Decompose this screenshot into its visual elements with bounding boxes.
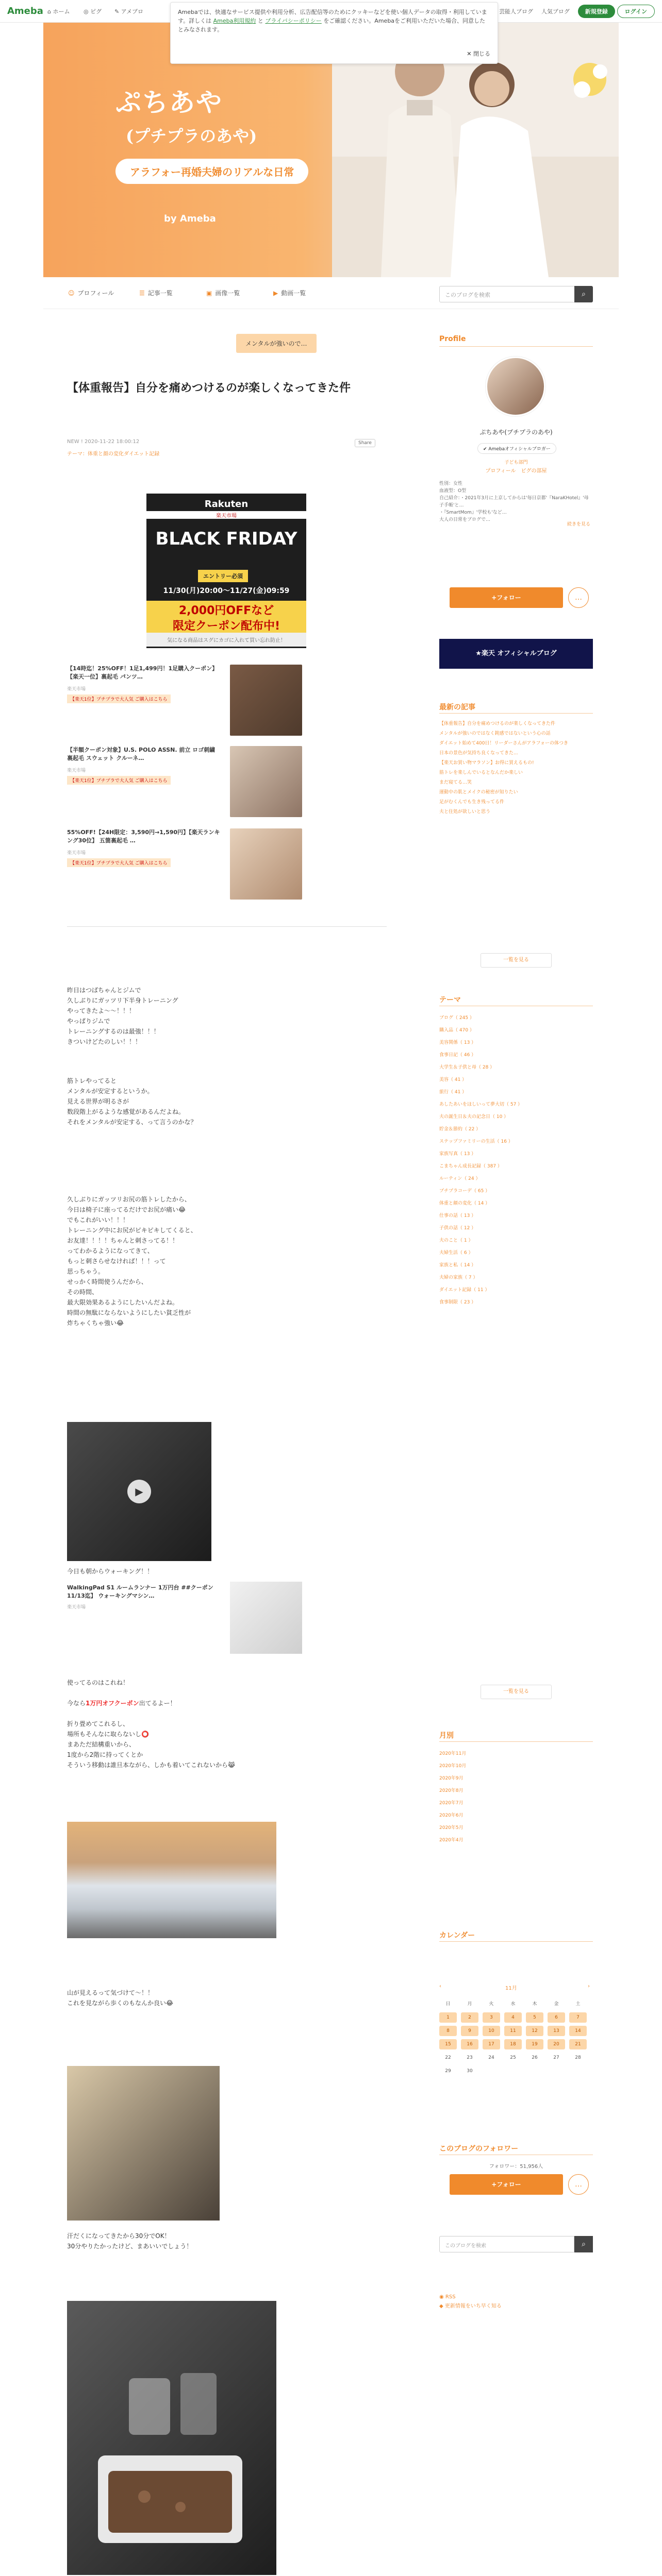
ellipsis-icon: … (575, 594, 582, 602)
profile-links[interactable]: プロフィール ピグの部屋 (485, 468, 547, 474)
close-icon: ✕ (467, 50, 473, 57)
product-image[interactable] (230, 828, 302, 900)
sidebar-search-button[interactable] (574, 2236, 593, 2252)
list-icon: ☰ (139, 290, 145, 297)
product-tag[interactable]: 【楽天1位】プチプラで大人気 ご購入はこちら (67, 694, 171, 703)
profile-name[interactable]: ぷちあや(プチプラのあや) (479, 429, 553, 436)
recent-item[interactable]: 【楽天お買い物マラソン】お得に買えるもの! (439, 760, 534, 766)
theme-item[interactable]: 購入品（ 470 ） (439, 1028, 474, 1033)
theme-item[interactable]: 家族写真（ 13 ） (439, 1151, 476, 1157)
calendar-weekday: 月 (467, 2002, 472, 2007)
calendar-weekday: 土 (575, 2002, 581, 2007)
calendar-month: 11月 (505, 1986, 517, 1991)
product-card[interactable] (67, 1584, 304, 1625)
follower-heading: このブログのフォロワー (439, 2145, 519, 2153)
coupon-highlight: 1万円オフクーポン (86, 1700, 139, 1707)
recent-item[interactable]: 【体重報告】自分を痛めつけるのが楽しくなってきた件 (439, 721, 556, 726)
month-item[interactable]: 2020年10月 (439, 1764, 467, 1769)
rss-info-link[interactable]: ◆ 更新情報をいち早く知る (439, 2303, 502, 2309)
check-icon: ✔ (483, 447, 489, 452)
theme-item[interactable]: 美容関係（ 13 ） (439, 1040, 476, 1045)
promo-brand: Rakuten (204, 499, 249, 510)
theme-banner[interactable]: メンタルが強いので… (236, 334, 317, 353)
divider (439, 346, 593, 347)
calendar-day[interactable]: 4 (504, 2012, 522, 2023)
product-shop: 楽天市場 (67, 851, 86, 856)
topbar-right (499, 5, 655, 18)
theme-item[interactable]: 食事制限（ 23 ） (439, 1300, 476, 1305)
recent-item[interactable]: ダイエット始めて400日！リーダーさんがアラフォーの体つき (439, 741, 569, 746)
product-image[interactable] (230, 1582, 302, 1654)
calendar-day[interactable]: 8 (439, 2026, 457, 2036)
month-item[interactable]: 2020年11月 (439, 1751, 467, 1756)
calendar-weekday: 火 (489, 2002, 494, 2007)
calendar-weekday: 水 (510, 2002, 516, 2007)
notice-close-button[interactable]: ✕ 閉じる (467, 50, 490, 57)
calendar-day: 22 (445, 2055, 451, 2060)
month-item[interactable]: 2020年4月 (439, 1838, 464, 1843)
follow-button[interactable]: +フォロー (450, 587, 563, 608)
profile-heading: Profile (439, 335, 466, 343)
article-paragraph: 汗だくになってきたから30分でOK！ 30分やりたかったけど、まあいいでしょう！ (67, 2232, 193, 2250)
calendar-day[interactable]: 16 (461, 2039, 478, 2049)
recent-list (439, 719, 593, 817)
calendar-day[interactable]: 9 (461, 2026, 478, 2036)
theme-more-button[interactable]: 一覧を見る (481, 1685, 552, 1699)
rakuten-promo-banner[interactable] (146, 494, 306, 648)
recent-item[interactable]: 足がむくんでも生き残ってる件 (439, 800, 505, 805)
product-tag[interactable]: 【楽天1位】プチプラで大人気 ご購入はこちら (67, 858, 171, 867)
calendar-day[interactable]: 15 (439, 2039, 457, 2049)
article-theme-link[interactable]: テーマ：体重と顔の変化ダイエット記録 (67, 451, 160, 457)
more-options-button[interactable] (568, 587, 589, 608)
theme-item[interactable]: ブログ（ 245 ） (439, 1015, 474, 1021)
divider (439, 1941, 593, 1942)
pig-icon: ◎ (84, 8, 89, 15)
calendar-day: 28 (575, 2055, 581, 2060)
calendar-day: 26 (532, 2055, 538, 2060)
divider (439, 713, 593, 714)
product-shop: 楽天市場 (67, 768, 86, 773)
calendar-weekday: 木 (532, 2002, 537, 2007)
calendar-day: 27 (553, 2055, 559, 2060)
food-illustration (67, 2301, 276, 2575)
rss-block (439, 2293, 502, 2311)
promo-offer: 2,000円OFFなど 限定クーポン配布中! (146, 601, 306, 637)
nav-profile[interactable]: ☺ プロフィール (68, 290, 114, 297)
theme-item[interactable]: 貯金＆節約（ 22 ） (439, 1127, 481, 1132)
blog-search-button[interactable] (574, 286, 593, 302)
product-title[interactable]: 【14時迄！25%OFF！1足1,499円！1足購入クーポン】【楽天一位】裏起毛 パンツ… (67, 665, 218, 680)
calendar-day: 30 (467, 2069, 473, 2074)
product-shop: 楽天市場 (67, 1605, 86, 1610)
month-item[interactable]: 2020年9月 (439, 1776, 464, 1781)
recent-item[interactable]: メンタルが強いのではなく鈍感ではないという心の話 (439, 731, 551, 736)
article-paragraph: 久しぶりにガッツリお尻の筋トレしたから、 今日は椅子に座ってるだけでお尻が痛い😂 でもこれがいい！！！ トレーニング中にお尻がピキピキしてくると、 お友達！！！！ちゃんと刺さってる！！ ってわかるようになってきて、 もっと刺さらせなければ！！！って 思っちゃう。 せっかく時間使うんだから、 その時間、 最大限効果あるようにしたいんだよね。 時間の無駄にならないようにしたい貧乏性が 炸ちゃくちゃ強い😂 (67, 1196, 197, 1327)
promo-subbrand: 楽天市場 (146, 511, 306, 519)
nav-pigg-link[interactable]: ◎ ピグ (84, 8, 102, 15)
theme-item[interactable]: あしたあいをほしいって夢大切（ 57 ） (439, 1102, 523, 1107)
theme-item[interactable]: ルーティン（ 24 ） (439, 1176, 481, 1181)
calendar-day[interactable]: 5 (526, 2012, 543, 2023)
product-image[interactable] (230, 665, 302, 736)
rss-icon: ◉ (439, 2294, 445, 2300)
calendar-next[interactable] (588, 1984, 590, 1989)
calendar-day[interactable]: 2 (461, 2012, 478, 2023)
share-button[interactable]: Share (355, 439, 375, 447)
article-paragraph: 昨日はつばちゃんとジムで 久しぶりにガッツリ下半身トレーニング やってきたよ〜〜！！！ やっぱりジムで トレーニングするのは最強！！！ きついけどたのしい！！！ (67, 987, 178, 1045)
article-date: NEW ! 2020-11-22 18:00:12 (67, 439, 140, 445)
nav-images[interactable]: ▣ 画像一覧 (206, 290, 240, 297)
bell-icon: ◆ (439, 2303, 445, 2309)
theme-item[interactable]: ステップファミリーの生活（ 16 ） (439, 1139, 513, 1144)
product-title[interactable]: WalkingPad S1 ルームランナー 1万円台 ##クーポン11/13迄】 ウォーキングマシン… (67, 1584, 213, 1599)
theme-item[interactable]: プチプラコーデ（ 65 ） (439, 1189, 490, 1194)
calendar-day: 25 (510, 2055, 516, 2060)
theme-item[interactable]: 夫のこと（ 1 ） (439, 1238, 473, 1243)
theme-item[interactable]: 子供の話（ 12 ） (439, 1226, 476, 1231)
sidebar-search-input[interactable]: このブログを検索 (439, 2236, 574, 2252)
follower-count: フォロワー：51,956人 (489, 2164, 543, 2170)
sidebar-ad[interactable]: ★楽天 オフィシャルブログ (439, 639, 593, 669)
promo-dates: 11/30(月)20:00〜11/27(金)09:59 (163, 587, 290, 595)
calendar-day[interactable]: 14 (569, 2026, 587, 2036)
recent-item[interactable]: 日本の景色が気持ち良くなってきた... (439, 751, 518, 756)
theme-item[interactable]: 仕事の話（ 13 ） (439, 1213, 476, 1218)
more-options-button[interactable] (568, 2174, 589, 2195)
theme-item[interactable]: 家族と私（ 14 ） (439, 1263, 476, 1268)
article-paragraph: 筋トレやってると メンタルが安定するというか。 見える世界が明るさが 数段階上がるような感覚があるんだよね。 それをメンタルが安定する、って言うのかな？ (67, 1077, 197, 1126)
calendar-day[interactable]: 6 (548, 2012, 565, 2023)
terms-link[interactable]: Ameba利用規約 (213, 18, 256, 24)
theme-list (439, 1012, 593, 1309)
calendar-weekday: 金 (554, 2002, 559, 2007)
chevron-left-icon: ‹ (439, 1984, 441, 1989)
calendar-day[interactable]: 17 (483, 2039, 500, 2049)
recent-item[interactable]: 運動中の肌とメイクの秘密が知りたい (439, 790, 518, 795)
calendar-day[interactable]: 12 (526, 2026, 543, 2036)
rss-link[interactable]: ◉ RSS (439, 2294, 456, 2300)
month-item[interactable]: 2020年7月 (439, 1801, 464, 1806)
person-icon: ☺ (68, 290, 75, 297)
video-caption: 今日も朝からウォーキング！！ (67, 1568, 154, 1575)
recent-item[interactable]: まだ寝てる…笑 (439, 780, 472, 785)
blog-search-input[interactable]: このブログを検索 (439, 286, 593, 302)
theme-item[interactable]: 体重と顔の変化（ 14 ） (439, 1201, 490, 1206)
theme-item[interactable]: 食事日記（ 46 ） (439, 1053, 476, 1058)
ellipsis-icon: … (575, 2180, 582, 2189)
theme-item[interactable]: 大学生＆子供と母（ 28 ） (439, 1065, 495, 1070)
avatar[interactable] (486, 357, 545, 416)
theme-item[interactable]: 夫の誕生日＆夫の記念日（ 10 ） (439, 1114, 509, 1120)
play-icon[interactable]: ▶ (127, 1480, 151, 1503)
article-paragraph: 山が見えるって気づけて〜！！ これを見ながら歩くのもなんか良い😂 (67, 1989, 174, 2007)
treadmill-photo[interactable] (67, 2066, 220, 2221)
video-icon: ▶ (273, 290, 278, 297)
profile-genre[interactable]: 子ども部門 (504, 460, 528, 465)
calendar-day[interactable]: 18 (504, 2039, 522, 2049)
search-icon: ⌕ (582, 290, 586, 298)
theme-item[interactable]: 夫婦生活（ 6 ） (439, 1250, 473, 1256)
nav-home-link[interactable]: ⌂ ホーム (47, 8, 70, 15)
banner-ameba-label: by Ameba (164, 213, 216, 224)
search-icon: ⌕ (582, 2240, 586, 2248)
calendar-grid (439, 1999, 593, 2102)
calendar-day[interactable]: 7 (569, 2012, 587, 2023)
product-card[interactable] (67, 746, 304, 803)
calendar-day[interactable]: 10 (483, 2026, 500, 2036)
ameba-logo[interactable]: Ameba (7, 6, 43, 16)
product-title[interactable]: 55%OFF!【24H限定：3,590円→1,590円】【楽天ランキング30位】 五箇裏起毛 … (67, 829, 220, 844)
calendar-day[interactable]: 20 (548, 2039, 565, 2049)
chevron-right-icon: › (588, 1984, 590, 1989)
celebrity-blog-link[interactable]: 芸能人ブログ (499, 8, 534, 15)
profile-info: 性別：女性 血液型：O型 自己紹介：・2021年3月に上京してからは'毎日京都'『NaraKHotel』'母子手帳'と… ・『SmartMom』'学校も'など… 大人の日常をブログで… (439, 481, 589, 522)
theme-item[interactable]: 旅行（ 41 ） (439, 1090, 467, 1095)
month-item[interactable]: 2020年5月 (439, 1825, 464, 1831)
theme-heading: テーマ (439, 996, 461, 1004)
calendar-day[interactable]: 21 (569, 2039, 587, 2049)
product-card[interactable] (67, 828, 304, 885)
calendar-day: 23 (467, 2055, 473, 2060)
calendar-day: 29 (445, 2069, 451, 2074)
nav-ameblo-link[interactable]: ✎ アメブロ (114, 8, 144, 15)
follow-button[interactable]: +フォロー (450, 2174, 563, 2195)
recent-more-button[interactable]: 一覧を見る (481, 953, 552, 968)
popular-blog-link[interactable]: 人気ブログ (541, 8, 570, 15)
theme-item[interactable]: 夫婦の家族（ 7 ） (439, 1275, 478, 1280)
theme-item[interactable]: 美容（ 41 ） (439, 1077, 467, 1082)
article-paragraph: 使ってるのはこれね！ 今なら1万円オフクーポン出てるよー！ 折り畳めてこれるし、 場所もそんなに取らないし⭕️ まあただ結構重いから、 1度から2階に持ってくとか そういう移動は誰旦本ながら、しかも着いてこれないから😹 (67, 1679, 236, 1769)
product-title[interactable]: 【半額クーポン対象】U.S. POLO ASSN. 前立 ロゴ刺繍 裏起毛 スウェット クルーネ… (67, 747, 216, 761)
promo-entry-label: エントリー必須 (198, 570, 248, 582)
theme-item[interactable]: こまちゃん成長記録（ 387 ） (439, 1164, 502, 1169)
cookie-notice: Amebaでは、快適なサービス提供や利用分析、広告配信等のためにクッキーなどを使い個人データの取得・利用しています。詳しくは Ameba利用規約 と プライバシーポリシー をご確認ください。Amebaをご利用いただいた場合、同意したとみなされます。 ✕ 閉じる (170, 2, 498, 64)
banner-subtitle: (プチプラのあや) (126, 126, 257, 146)
product-card[interactable] (67, 665, 304, 721)
signup-button[interactable]: 新規登録 (578, 5, 615, 18)
nav-videos[interactable]: ▶ 動画一覧 (273, 290, 306, 297)
recent-item[interactable]: 筋トレを楽しんでいるとなんだか楽しい (439, 770, 523, 775)
pen-icon: ✎ (114, 8, 120, 15)
calendar-day[interactable]: 13 (548, 2026, 565, 2036)
article-title: 【体重報告】自分を痛めつけるのが楽しくなってきた件 (67, 382, 351, 395)
official-badge: ✔ Amebaオフィシャルブロガー (477, 443, 556, 454)
calendar-weekday: 日 (445, 2002, 451, 2007)
month-heading: 月別 (439, 1732, 454, 1740)
mountain-photo[interactable] (67, 1822, 276, 1938)
product-image[interactable] (230, 746, 302, 817)
recent-heading: 最新の記事 (439, 703, 475, 711)
theme-item[interactable]: ダイエット記録（ 11 ） (439, 1287, 490, 1293)
calendar-day[interactable]: 19 (526, 2039, 543, 2049)
recent-item[interactable]: 夫と住処が欲しいと思う (439, 809, 491, 815)
promo-headline: BLACK FRIDAY (155, 529, 297, 549)
product-shop: 楽天市場 (67, 687, 86, 692)
calendar-prev[interactable] (439, 1984, 441, 1989)
calendar-day[interactable]: 3 (483, 2012, 500, 2023)
calendar-heading: カレンダー (439, 1931, 475, 1940)
banner-tagline: アラフォー再婚夫婦のリアルな日常 (115, 159, 308, 184)
banner-title: ぷちあや (115, 87, 223, 117)
divider (439, 1741, 593, 1742)
promo-caption[interactable]: 気になる商品はスグにカゴに入れて買い忘れ防止！ (146, 633, 306, 647)
month-item[interactable]: 2020年8月 (439, 1788, 464, 1793)
divider (67, 926, 387, 927)
login-button[interactable]: ログイン (617, 5, 655, 18)
product-tag[interactable]: 【楽天1位】プチプラで大人気 ご購入はこちら (67, 776, 171, 785)
protein-cake-photo[interactable] (67, 2301, 276, 2575)
image-icon: ▣ (206, 290, 212, 297)
calendar-day[interactable]: 11 (504, 2026, 522, 2036)
treadmill-video[interactable] (67, 1422, 211, 1561)
month-item[interactable]: 2020年6月 (439, 1813, 464, 1818)
nav-articles[interactable]: ☰ 記事一覧 (139, 290, 173, 297)
home-icon: ⌂ (47, 8, 51, 15)
calendar-day: 24 (488, 2055, 494, 2060)
month-list (439, 1748, 593, 1846)
profile-more-link[interactable]: 続きを見る (567, 522, 591, 527)
calendar-day[interactable]: 1 (439, 2012, 457, 2023)
privacy-link[interactable]: プライバシーポリシー (265, 18, 322, 24)
